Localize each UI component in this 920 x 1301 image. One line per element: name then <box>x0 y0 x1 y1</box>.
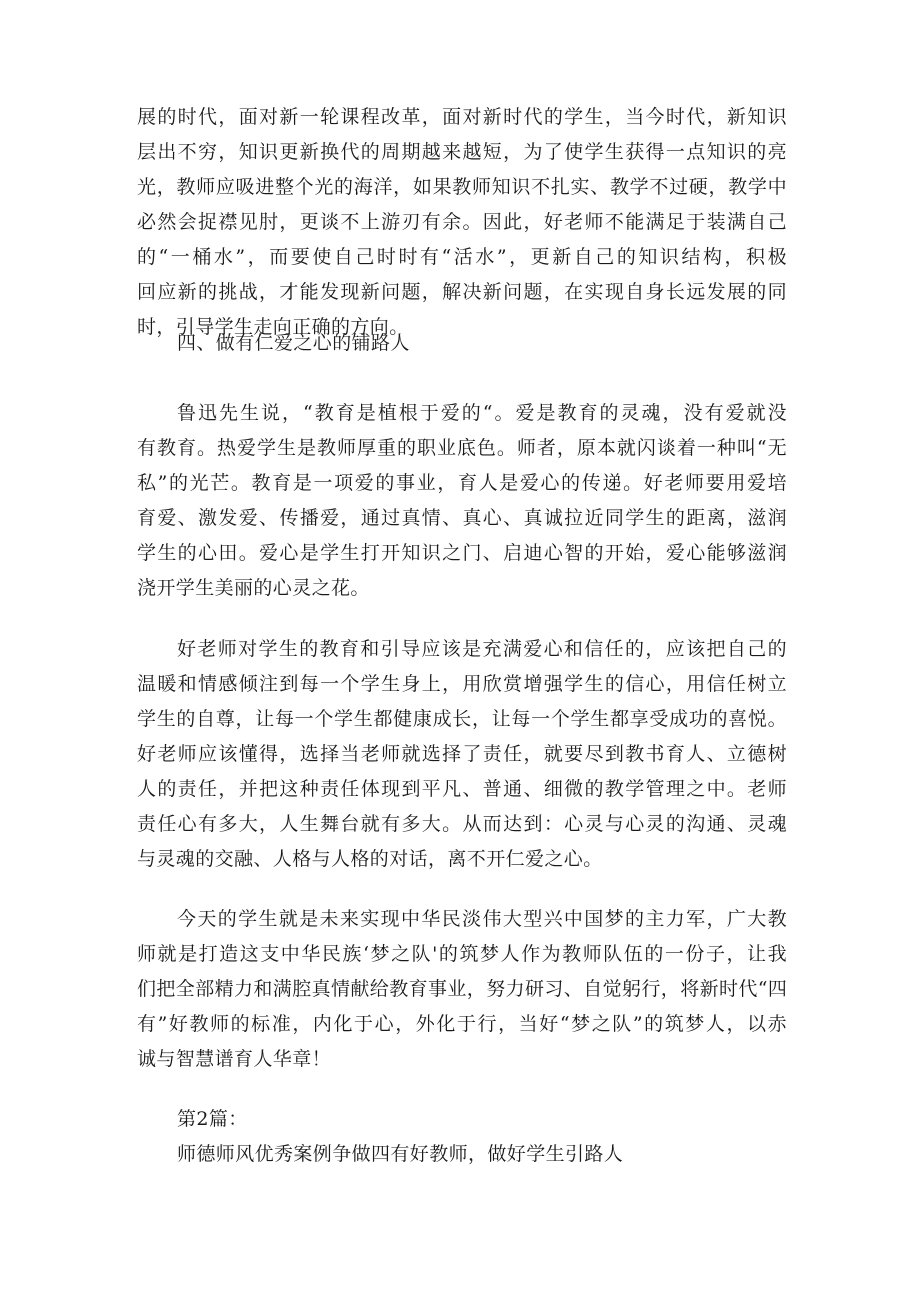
text-line: 浇开学生美丽的心灵之花。 <box>137 577 370 599</box>
part-title: 师德师风优秀案例争做四有好教师，做好学生引路人 <box>177 1143 624 1165</box>
text-line: 诚与智慧谱育人华章！ <box>137 1048 332 1070</box>
text-line: 好老师应该懂得，选择当老师就选择了责任，就要尽到教书育人、立德树 <box>137 743 787 765</box>
part-label: 第2篇： <box>177 1108 248 1130</box>
section-heading: 四、做有仁爱之心的铺路人 <box>177 332 410 354</box>
text-line: 光，教师应吸进整个光的海洋，如果教师知识不扎实、教学不过硬，教学中 <box>137 176 787 198</box>
text-line: 展的时代，面对新一轮课程改革，面对新时代的学生，当今时代，新知识 <box>137 106 787 128</box>
paragraph-knowledge <box>137 100 787 345</box>
text-line: 与灵魂的交融、人格与人格的对话，离不开仁爱之心。 <box>137 848 603 870</box>
text-line: 时，引导学生走向正确的方向。 <box>137 316 409 338</box>
text-line: 今天的学生就是未来实现中华民淡伟大型兴中国梦的主力军，广大教 <box>177 908 787 930</box>
text-line: 人的责任，并把这种责任体现到平凡、普通、细微的教学管理之中。老师 <box>137 778 787 800</box>
paragraph-dream-team <box>137 902 787 1077</box>
text-line: 责任心有多大，人生舞台就有多大。从而达到：心灵与心灵的沟通、灵魂 <box>137 813 787 835</box>
text-line: 私”的光芒。教育是一项爱的事业，育人是爱心的传递。好老师要用爱培 <box>137 472 787 494</box>
text-line: 温暖和情感倾注到每一个学生身上，用欣赏增强学生的信心，用信任树立 <box>137 673 787 695</box>
text-line: 学生的自尊，让每一个学生都健康成长，让每一个学生都享受成功的喜悦。 <box>137 708 787 730</box>
text-line: 育爱、激发爱、传播爱，通过真情、真心、真诚拉近同学生的距离，滋润 <box>137 507 787 529</box>
text-line: 有教育。热爱学生是教师厚重的职业底色。师者，原本就闪谈着一种叫“无 <box>137 437 787 459</box>
text-line: 必然会捉襟见肘，更谈不上游刃有余。因此，好老师不能满足于装满自己 <box>137 211 787 233</box>
text-line: 师就是打造这支中华民族‘梦之队'的筑梦人作为教师队伍的一份子，让我 <box>137 943 787 965</box>
text-line: 回应新的挑战，才能发现新问题，解决新问题，在实现自身长远发展的同 <box>137 281 787 303</box>
text-line: 鲁迅先生说，“教育是植根于爱的“。爱是教育的灵魂，没有爱就没 <box>177 402 787 424</box>
text-line: 学生的心田。爱心是学生打开知识之门、启迪心智的开始，爱心能够滋润 <box>137 542 787 564</box>
text-line: 们把全部精力和满腔真情献给教育事业，努力研习、自觉躬行，将新时代“四 <box>137 978 788 1000</box>
text-line: 好老师对学生的教育和引导应该是充满爱心和信任的，应该把自己的 <box>177 638 787 660</box>
text-line: 层出不穷，知识更新换代的周期越来越短，为了使学生获得一点知识的亮 <box>137 141 787 163</box>
text-line: 的“一桶水”，而要使自己时时有“活水”，更新自己的知识结构，积极 <box>137 246 787 268</box>
paragraph-trust <box>137 632 787 877</box>
paragraph-love <box>137 396 787 606</box>
text-line: 有”好教师的标准，内化于心，外化于行，当好“梦之队”的筑梦人，以赤 <box>137 1013 787 1035</box>
